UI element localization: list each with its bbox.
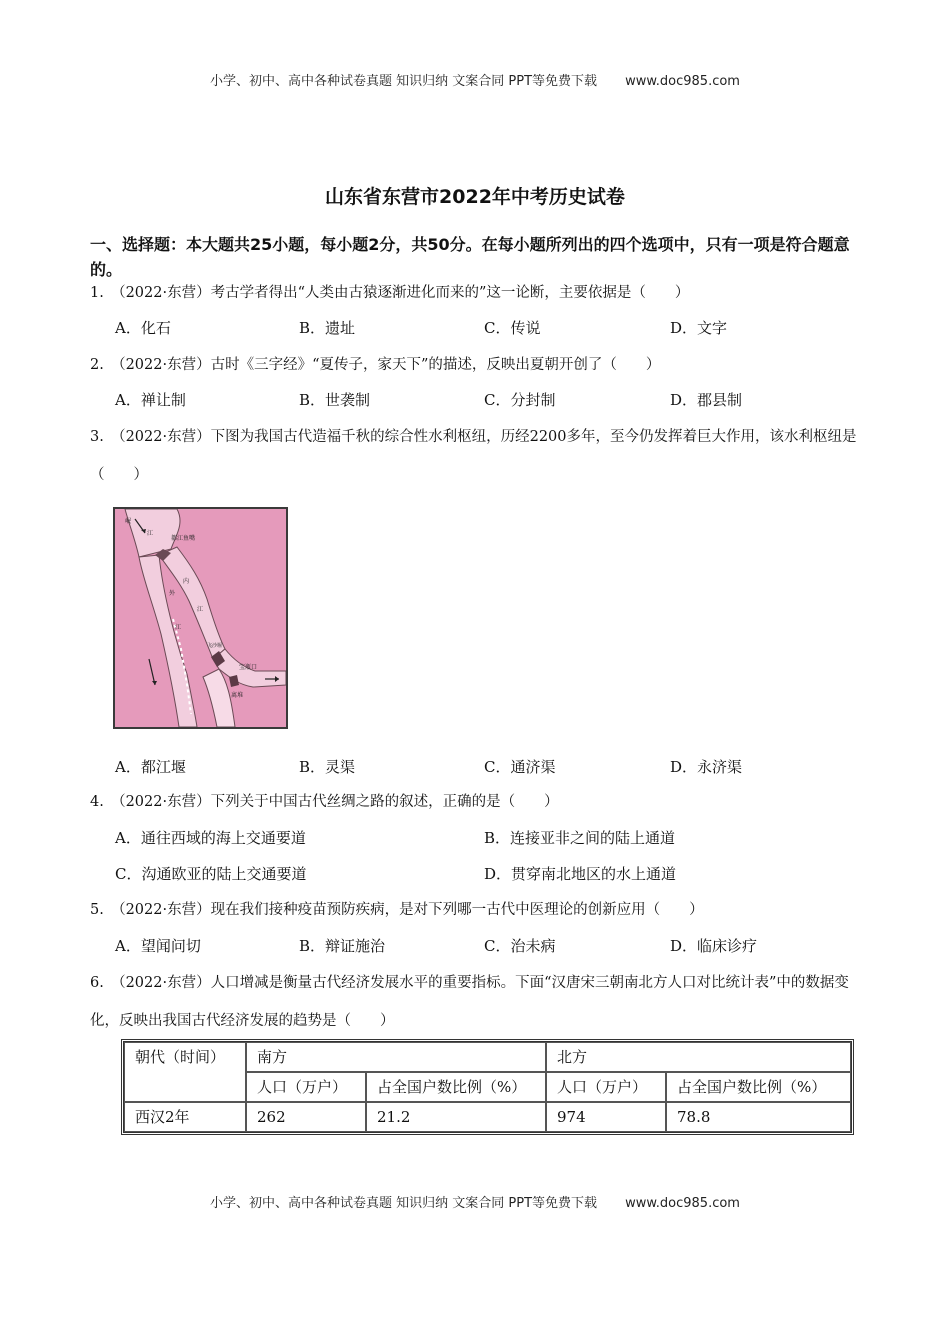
page-header [0,70,950,89]
table-cell-north-pop: 974 [546,1102,666,1132]
q5-option-b: B．辩证施治 [299,937,386,955]
q4-option-c: C．沟通欧亚的陆上交通要道 [115,865,307,883]
map-label-flying-sand: 飞沙堰 [207,643,223,649]
q5-option-a: A．望闻问切 [115,937,201,955]
q3-option-b: B．灵渠 [299,758,356,776]
table-header-north-ratio: 占全国户数比例（%） [666,1072,851,1102]
q1-option-a: A．化石 [115,319,171,337]
table-header-south: 南方 [246,1042,546,1072]
table-header-south-pop: 人口（万户） [246,1072,366,1102]
question-5-stem: 5. （2022·东营）现在我们接种疫苗预防疾病，是对下列哪一古代中医理论的创新应用（ ） [90,902,704,918]
q5-option-d: D．临床诊疗 [670,937,758,955]
question-3-stem: 3. （2022·东营）下图为我国古代造福千秋的综合性水利枢纽，历经2200多年，至今仍发挥着巨大作用，该水利枢纽是（ ） [90,429,857,483]
question-4-stem: 4. （2022·东营）下列关于中国古代丝绸之路的叙述，正确的是（ ） [90,794,559,810]
map-label-weir: 都江鱼嘴 [171,535,196,542]
q1-option-b: B．遗址 [299,319,356,337]
q3-option-a: A．都江堰 [115,758,186,776]
dujiangyan-map [113,507,288,729]
q2-option-b: B．世袭制 [299,391,371,409]
table-header-dynasty: 朝代（时间） [124,1042,246,1102]
question-2-stem: 2. （2022·东营）古时《三字经》“夏传子，家天下”的描述，反映出夏朝开创了（ ） [90,357,661,373]
header-url: www.doc985.com [625,74,740,89]
map-label-bottleneck: 宝瓶口 [239,664,258,671]
map-label-inner-river: 江 [197,606,204,613]
table-header-north: 北方 [546,1042,851,1072]
q2-option-c: C．分封制 [484,391,556,409]
dujiangyan-map-svg [115,509,286,727]
q4-option-a: A．通往西域的海上交通要道 [115,829,306,847]
footer-text: 小学、初中、高中各种试卷真题 知识归纳 文案合同 PPT等免费下载 [210,1196,598,1211]
map-label-river: 江 [147,530,154,537]
q1-option-c: C．传说 [484,319,541,337]
table-cell-south-ratio: 21.2 [366,1102,546,1132]
table-cell-north-ratio: 78.8 [666,1102,851,1132]
map-label-min: 岷 [125,518,132,525]
population-table [121,1039,854,1135]
table-cell-dynasty: 西汉2年 [124,1102,246,1132]
header-text: 小学、初中、高中各种试卷真题 知识归纳 文案合同 PPT等免费下载 [210,74,598,89]
q4-option-b: B．连接亚非之间的陆上通道 [484,829,676,847]
map-label-outer: 外 [169,590,176,597]
table-header-south-ratio: 占全国户数比例（%） [366,1072,546,1102]
question-1-stem: 1. （2022·东营）考古学者得出“人类由古猿逐渐进化而来的”这一论断，主要依据是（ ） [90,285,690,301]
q5-option-c: C．治未病 [484,937,556,955]
map-label-lidui: 离堆 [231,692,244,699]
map-label-inner: 内 [183,578,190,585]
table-header-north-pop: 人口（万户） [546,1072,666,1102]
table-row [124,1102,851,1132]
question-6-stem: 6. （2022·东营）人口增减是衡量古代经济发展水平的重要指标。下面“汉唐宋三朝南北方人口对比统计表”中的数据变化，反映出我国古代经济发展的趋势是（ ） [90,975,849,1029]
q3-option-d: D．永济渠 [670,758,743,776]
page-title: 山东省东营市2022年中考历史试卷 [325,186,625,208]
q2-option-a: A．禅让制 [115,391,186,409]
page-footer [0,1192,950,1211]
q4-option-d: D．贯穿南北地区的水上通道 [484,865,677,883]
q1-option-d: D．文字 [670,319,728,337]
q2-option-d: D．郡县制 [670,391,743,409]
map-label-outer-river: 江 [175,624,182,631]
section-heading: 一、选择题：本大题共25小题，每小题2分，共50分。在每小题所列出的四个选项中，只有一项是符合题意的。 [90,235,850,279]
footer-url: www.doc985.com [625,1196,740,1211]
q3-option-c: C．通济渠 [484,758,556,776]
table-cell-south-pop: 262 [246,1102,366,1132]
